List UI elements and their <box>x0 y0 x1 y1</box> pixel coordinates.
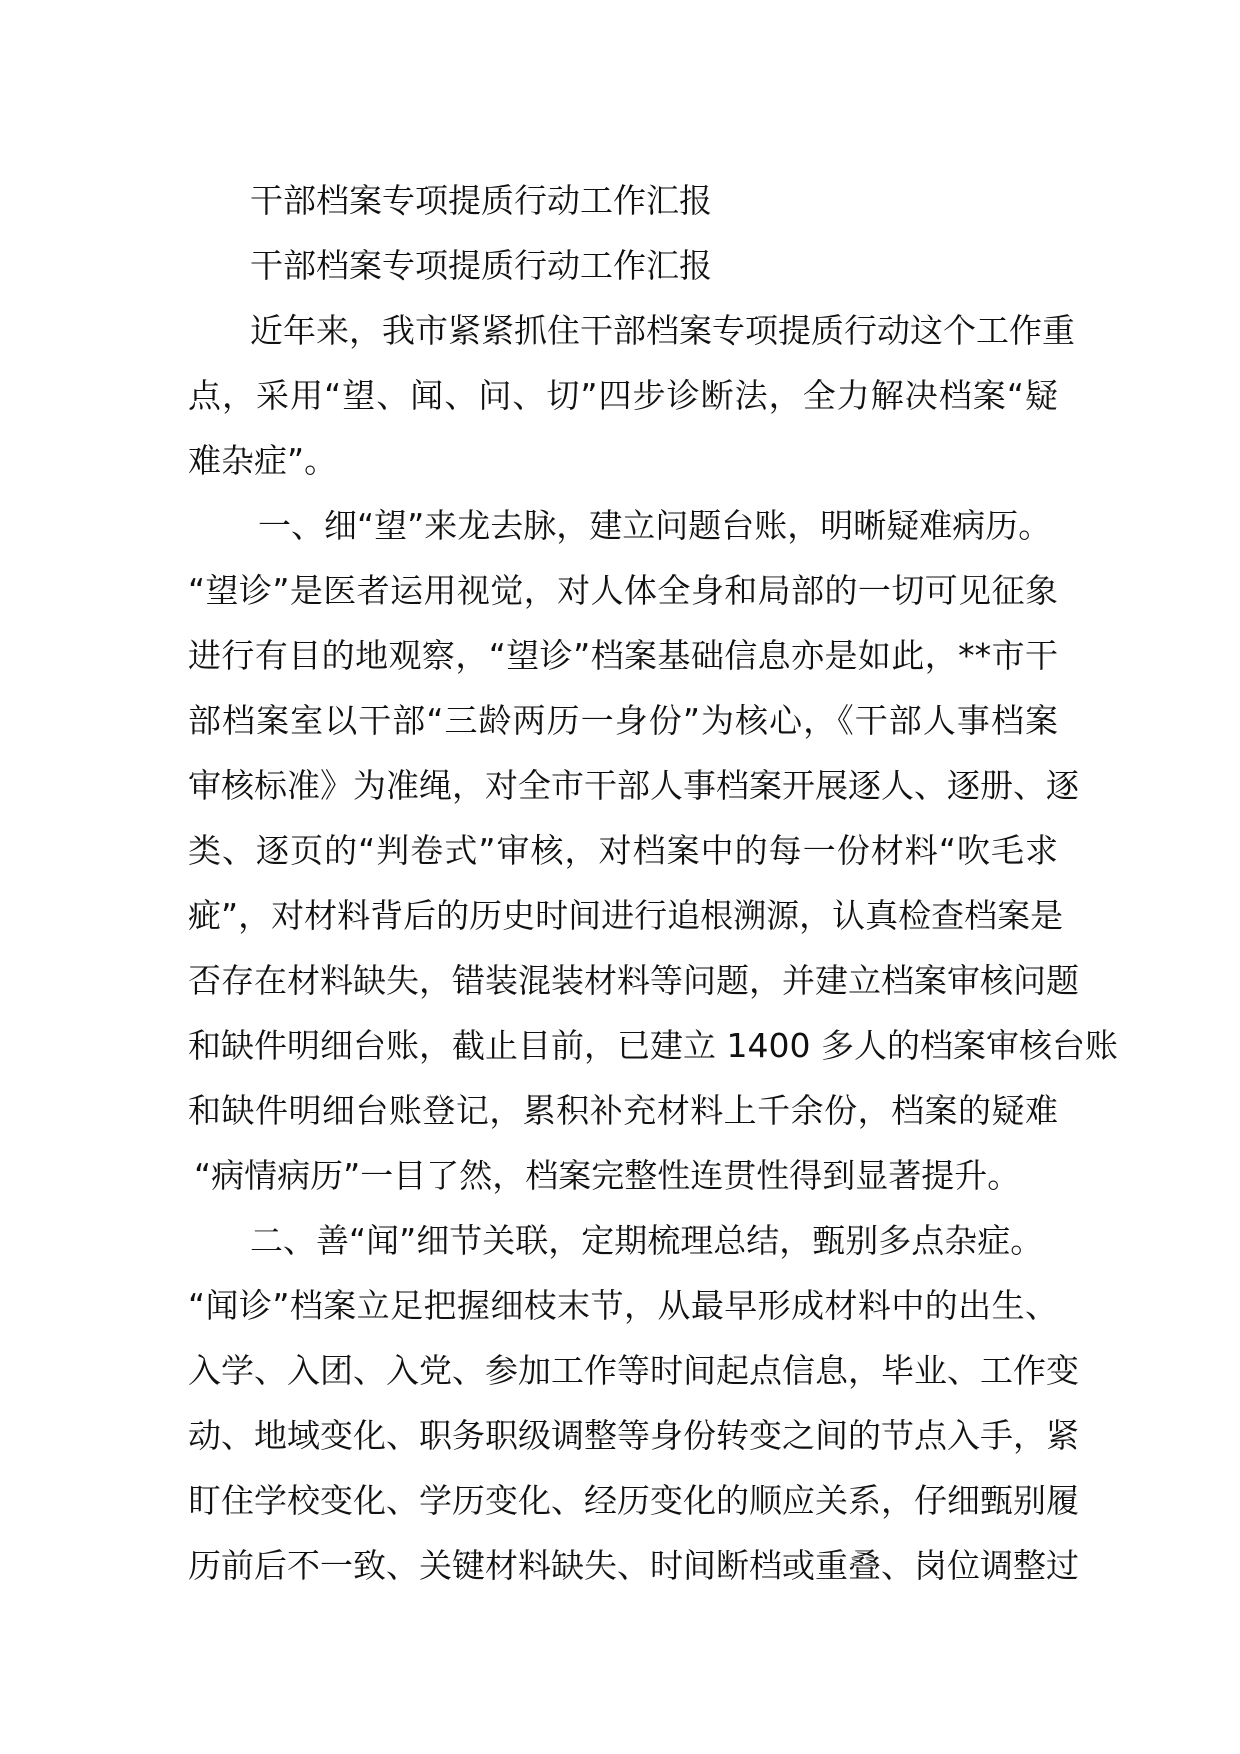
paragraph-line: 和缺件明细台账，截止目前，已建立 1400 多人的档案审核台账 <box>188 1026 1118 1065</box>
paragraph-line: “望诊”是医者运用视觉，对人体全身和局部的一切可见征象 <box>188 571 1058 610</box>
document-subtitle: 干部档案专项提质行动工作汇报 <box>250 246 712 285</box>
document-title: 干部档案专项提质行动工作汇报 <box>250 181 712 220</box>
document-page <box>188 168 1118 1598</box>
section-2-paragraph <box>188 1208 1079 1598</box>
paragraph-line: 和缺件明细台账登记，累积补充材料上千余份，档案的疑难 <box>188 1091 1058 1130</box>
paragraph-line: 疵”，对材料背后的历史时间进行追根溯源，认真检查档案是 <box>188 896 1064 935</box>
paragraph-line: 历前后不一致、关键材料缺失、时间断档或重叠、岗位调整过 <box>188 1546 1079 1585</box>
section-heading: 二、善“闻”细节关联，定期梳理总结，甄别多点杂症。 <box>250 1221 1044 1260</box>
paragraph-line: 入学、入团、入党、参加工作等时间起点信息，毕业、工作变 <box>188 1351 1079 1390</box>
paragraph-line: 否存在材料缺失，错装混装材料等问题，并建立档案审核问题 <box>188 961 1079 1000</box>
paragraph-line: 盯住学校变化、学历变化、经历变化的顺应关系，仔细甄别履 <box>188 1481 1079 1520</box>
intro-paragraph <box>188 298 1075 493</box>
section-heading: 一、细“望”来龙去脉，建立问题台账，明晰疑难病历。 <box>258 506 1052 545</box>
paragraph-line: 审核标准》为准绳，对全市干部人事档案开展逐人、逐册、逐 <box>188 766 1079 805</box>
paragraph-line: 点，采用“望、闻、问、切”四步诊断法，全力解决档案“疑 <box>188 376 1058 415</box>
paragraph-line: 类、逐页的“判卷式”审核，对档案中的每一份材料“吹毛求 <box>188 831 1058 870</box>
section-1-paragraph <box>188 493 1118 1208</box>
paragraph-line: 动、地域变化、职务职级调整等身份转变之间的节点入手，紧 <box>188 1416 1079 1455</box>
paragraph-line: 部档案室以干部“三龄两历一身份”为核心，《干部人事档案 <box>188 701 1058 740</box>
paragraph-line: 难杂症”。 <box>188 441 338 480</box>
paragraph-line: “闻诊”档案立足把握细枝末节，从最早形成材料中的出生、 <box>188 1286 1058 1325</box>
paragraph-line: 进行有目的地观察，“望诊”档案基础信息亦是如此，**市干 <box>188 636 1058 675</box>
paragraph-line: 近年来，我市紧紧抓住干部档案专项提质行动这个工作重 <box>250 311 1075 350</box>
paragraph-line: “病情病历”一目了然，档案完整性连贯性得到显著提升。 <box>194 1156 1021 1195</box>
